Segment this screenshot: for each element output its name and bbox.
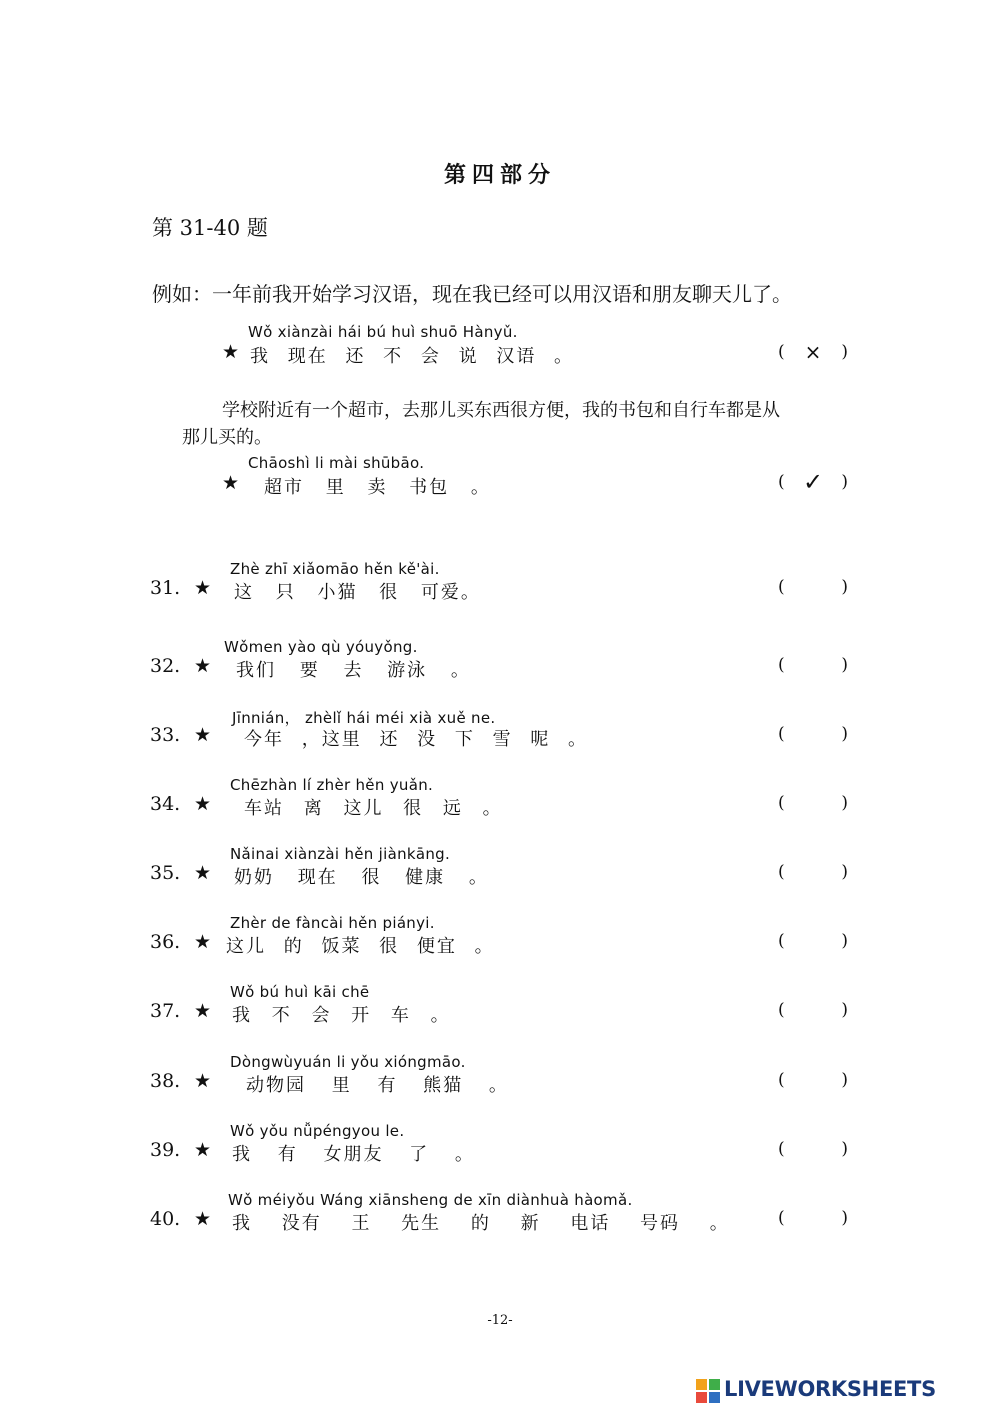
question-sentence: 车站 离 这儿 很 远 。	[244, 798, 503, 819]
question-number: 37.	[150, 1000, 181, 1022]
page-title: 第四部分	[443, 162, 556, 188]
answer-blank[interactable]: ( )	[778, 1000, 848, 1020]
star-icon: ★	[194, 1208, 212, 1230]
question-pinyin: Wǒ yǒu nǚpéngyou le.	[230, 1122, 405, 1140]
question-range: 第 31-40 题	[152, 216, 268, 240]
example-passage-1: 一年前我开始学习汉语，现在我已经可以用汉语和朋友聊天儿了。	[212, 282, 792, 306]
question-sentence: 这儿 的 饭菜 很 便宜 。	[226, 936, 495, 957]
example-passage-2-line-2: 那儿买的。	[182, 427, 272, 448]
question-number: 32.	[150, 655, 181, 677]
brand-logo	[696, 1377, 992, 1407]
answer-blank[interactable]: ( )	[778, 1208, 848, 1228]
answer-blank[interactable]: ( )	[778, 655, 848, 675]
logo-grid-icon	[696, 1379, 720, 1403]
example-sentence-2: 超市 里 卖 书包 。	[264, 477, 491, 498]
example-pinyin-1: Wǒ xiànzài hái bú huì shuō Hànyǔ.	[248, 323, 518, 341]
answer-blank[interactable]: ( )	[778, 1070, 848, 1090]
page-number: -12-	[487, 1313, 513, 1328]
star-icon: ★	[194, 724, 212, 746]
star-icon: ★	[194, 931, 212, 953]
logo-cell	[696, 1379, 707, 1390]
answer-blank[interactable]: ( )	[778, 724, 848, 744]
question-pinyin: Zhèr de fàncài hěn piányi.	[230, 914, 435, 932]
brand-name: LIVEWORKSHEETS	[724, 1377, 936, 1401]
answer-blank[interactable]: ( )	[778, 931, 848, 951]
question-sentence: 我 没有 王 先生 的 新 电话 号码 。	[232, 1213, 730, 1234]
star-icon: ★	[194, 1139, 212, 1161]
question-sentence: 奶奶 现在 很 健康 。	[234, 867, 489, 888]
star-icon: ★	[194, 1070, 212, 1092]
logo-cell	[709, 1392, 720, 1403]
star-icon: ★	[194, 577, 212, 599]
example-pinyin-2: Chāoshì li mài shūbāo.	[248, 454, 425, 472]
example-label: 例如：	[152, 282, 212, 306]
question-sentence: 我 不 会 开 车 。	[232, 1005, 451, 1026]
question-sentence: 动物园 里 有 熊猫 。	[246, 1075, 509, 1096]
logo-cell	[696, 1392, 707, 1403]
star-icon: ★	[194, 862, 212, 884]
cross-mark-icon: ×	[804, 340, 822, 364]
answer-blank[interactable]: ( )	[778, 1139, 848, 1159]
question-number: 38.	[150, 1070, 181, 1092]
question-pinyin: Dòngwùyuán li yǒu xióngmāo.	[230, 1053, 466, 1071]
question-sentence: 今年 ，这里 还 没 下 雪 呢 。	[244, 729, 589, 750]
question-number: 31.	[150, 577, 181, 599]
star-icon: ★	[194, 793, 212, 815]
question-pinyin: Wǒmen yào qù yóuyǒng.	[224, 638, 418, 656]
star-icon: ★	[194, 655, 212, 677]
question-pinyin: Wǒ méiyǒu Wáng xiānsheng de xīn diànhuà hàomǎ.	[228, 1191, 633, 1209]
example-answer-1: ( × )	[778, 340, 848, 364]
check-mark-icon: ✓	[802, 468, 824, 496]
star-icon: ★	[222, 472, 240, 494]
answer-blank[interactable]: ( )	[778, 862, 848, 882]
example-passage-2-line-1: 学校附近有一个超市，去那儿买东西很方便，我的书包和自行车都是从	[222, 400, 780, 421]
question-sentence: 我们 要 去 游泳 。	[236, 660, 471, 681]
question-number: 33.	[150, 724, 181, 746]
question-sentence: 我 有 女朋友 了 。	[232, 1144, 475, 1165]
answer-blank[interactable]: ( )	[778, 793, 848, 813]
answer-blank[interactable]: ( )	[778, 577, 848, 597]
question-pinyin: Zhè zhī xiǎomāo hěn kě'ài.	[230, 560, 440, 578]
question-pinyin: Jīnnián， zhèlǐ hái méi xià xuě ne.	[232, 709, 496, 727]
question-pinyin: Wǒ bú huì kāi chē	[230, 983, 370, 1001]
logo-cell	[709, 1379, 720, 1390]
question-pinyin: Nǎinai xiànzài hěn jiànkāng.	[230, 845, 451, 863]
question-number: 35.	[150, 862, 181, 884]
question-number: 34.	[150, 793, 181, 815]
example-sentence-1: 我 现在 还 不 会 说 汉语 。	[250, 346, 575, 367]
example-answer-2: ( ✓ )	[778, 468, 848, 496]
star-icon: ★	[194, 1000, 212, 1022]
question-number: 39.	[150, 1139, 181, 1161]
question-pinyin: Chēzhàn lí zhèr hěn yuǎn.	[230, 776, 434, 794]
star-icon: ★	[222, 341, 240, 363]
question-number: 36.	[150, 931, 181, 953]
question-sentence: 这 只 小猫 很 可爱。	[234, 582, 481, 603]
question-number: 40.	[150, 1208, 181, 1230]
